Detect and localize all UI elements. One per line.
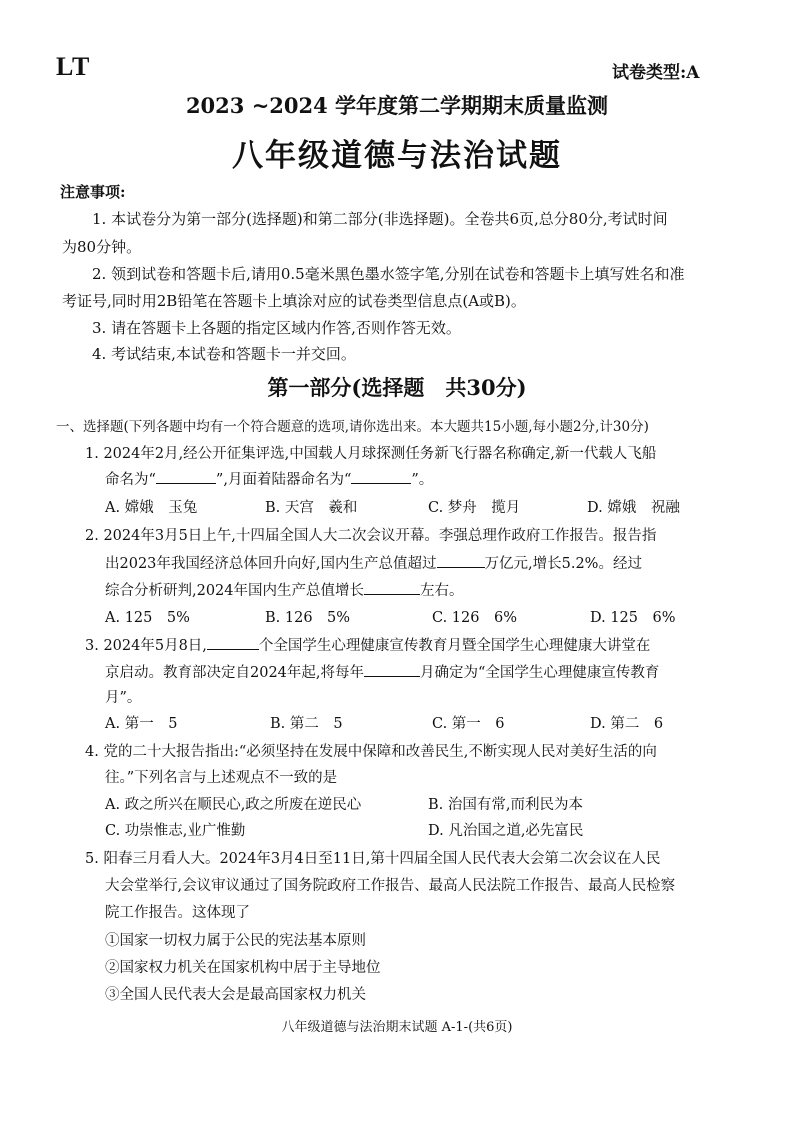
section-instruction: 一、选择题(下列各题中均有一个符合题意的选项,请你选出来。本大题共15小题,每小题2分,计30分) xyxy=(56,419,649,435)
q3-option-c: C. 第一 6 xyxy=(432,716,505,732)
exam-code: LT xyxy=(56,52,91,81)
q2-option-d: D. 125 6% xyxy=(590,610,676,626)
q2-option-b: B. 126 5% xyxy=(265,610,351,626)
q1-line-1: 1. 2024年2月,经公开征集评选,中国载人月球探测任务新飞行器名称确定,新一代载人飞船 xyxy=(85,446,657,462)
note-1-line-1: 1. 本试卷分为第一部分(选择题)和第二部分(非选择题)。全卷共6页,总分80分,考试时间 xyxy=(92,210,668,228)
q4-option-b: B. 治国有常,而利民为本 xyxy=(428,797,583,813)
q2-option-c: C. 126 6% xyxy=(432,610,517,626)
q3-line-3: 月”。 xyxy=(105,690,142,706)
q4-line-1: 4. 党的二十大报告指出:“必须坚持在发展中保障和改善民生,不断实现人民对美好生活的向 xyxy=(85,744,657,760)
q3-blank-1 xyxy=(207,635,259,650)
q3-text-a: 3. 2024年5月8日, xyxy=(85,638,207,654)
q1-text-b: ”,月面着陆器命名为“ xyxy=(215,472,352,488)
q1-option-b: B. 天宫 羲和 xyxy=(265,500,358,516)
q4-option-d: D. 凡治国之道,必先富民 xyxy=(428,823,584,839)
note-3: 3. 请在答题卡上各题的指定区域内作答,否则作答无效。 xyxy=(92,319,461,337)
q5-statement-1: ①国家一切权力属于公民的宪法基本原则 xyxy=(105,933,366,949)
q2-option-a: A. 125 5% xyxy=(105,610,190,626)
q3-line-2 xyxy=(105,661,659,682)
q1-option-c: C. 梦舟 揽月 xyxy=(428,500,521,516)
q1-line-2 xyxy=(105,468,433,489)
q2-text-b: 万亿元,增长5.2%。经过 xyxy=(484,556,642,572)
q2-line-1: 2. 2024年3月5日上午,十四届全国人大二次会议开幕。李强总理作政府工作报告。报告指 xyxy=(85,528,657,544)
q3-text-c: 京启动。教育部决定自2024年起,将每年 xyxy=(105,665,365,681)
q5-line-1: 5. 阳春三月看人大。2024年3月4日至11日,第十四届全国人民代表大会第二次会议在人民 xyxy=(85,851,661,867)
q4-line-2: 往。”下列名言与上述观点不一致的是 xyxy=(105,770,338,786)
q4-option-a: A. 政之所兴在顺民心,政之所废在逆民心 xyxy=(105,797,362,813)
q5-statement-3: ③全国人民代表大会是最高国家权力机关 xyxy=(105,987,366,1003)
notes-heading: 注意事项: xyxy=(60,183,126,201)
note-2-line-1: 2. 领到试卷和答题卡后,请用0.5毫米黑色墨水签字笔,分别在试卷和答题卡上填写姓名和准 xyxy=(92,265,685,283)
q2-blank-1 xyxy=(437,553,485,568)
q2-text-d: 左右。 xyxy=(420,583,464,599)
q2-line-3 xyxy=(105,579,464,600)
term-title: 2023 ~2024 学年度第二学期期末质量监测 xyxy=(185,93,609,118)
q1-text-c: ”。 xyxy=(411,472,434,488)
q1-text-a: 命名为“ xyxy=(105,472,156,488)
page-footer: 八年级道德与法治期末试题 A-1-(共6页) xyxy=(281,1020,513,1035)
exam-title: 八年级道德与法治试题 xyxy=(232,138,562,174)
note-1-line-2: 为80分钟。 xyxy=(62,238,142,256)
q2-text-c: 综合分析研判,2024年国内生产总值增长 xyxy=(105,583,365,599)
q3-option-d: D. 第二 6 xyxy=(590,716,664,732)
q3-text-d: 月确定为“全国学生心理健康宣传教育 xyxy=(420,665,660,681)
q5-line-2: 大会堂举行,会议审议通过了国务院政府工作报告、最高人民法院工作报告、最高人民检察 xyxy=(105,878,676,894)
q2-line-2 xyxy=(105,552,642,573)
q4-option-c: C. 功崇惟志,业广惟勤 xyxy=(105,823,246,839)
q5-line-3: 院工作报告。这体现了 xyxy=(105,905,250,921)
q1-blank-2 xyxy=(351,469,411,484)
q3-option-a: A. 第一 5 xyxy=(105,716,178,732)
q5-statement-2: ②国家权力机关在国家机构中居于主导地位 xyxy=(105,960,381,976)
q1-option-a: A. 嫦娥 玉兔 xyxy=(105,500,198,516)
q2-text-a: 出2023年我国经济总体回升向好,国内生产总值超过 xyxy=(105,556,437,572)
q2-blank-2 xyxy=(364,580,420,595)
q3-blank-2 xyxy=(364,662,420,677)
q1-blank-1 xyxy=(156,469,216,484)
q3-option-b: B. 第二 5 xyxy=(270,716,343,732)
q3-line-1 xyxy=(85,634,650,655)
note-2-line-2: 考证号,同时用2B铅笔在答题卡上填涂对应的试卷类型信息点(A或B)。 xyxy=(62,292,526,310)
note-4: 4. 考试结束,本试卷和答题卡一并交回。 xyxy=(92,345,356,363)
q3-text-b: 个全国学生心理健康宣传教育月暨全国学生心理健康大讲堂在 xyxy=(258,638,651,654)
paper-type: 试卷类型:A xyxy=(612,63,700,83)
part-1-title: 第一部分(选择题 共30分) xyxy=(267,375,527,400)
q1-option-d: D. 嫦娥 祝融 xyxy=(587,500,680,516)
